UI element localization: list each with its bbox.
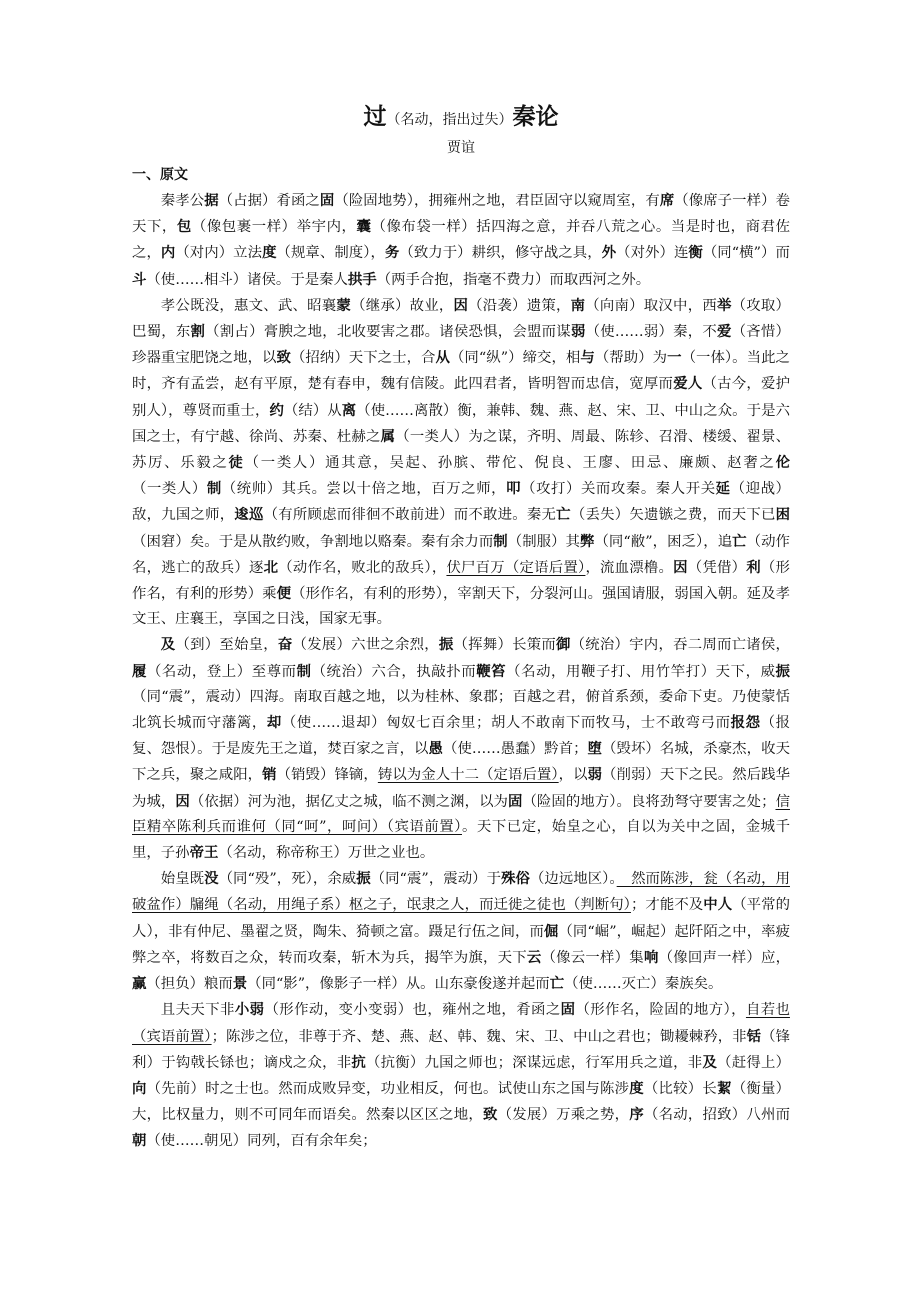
text-run: （担负）粮而	[146, 976, 233, 993]
text-run: ，以	[558, 767, 588, 784]
bold-term: 爱人	[673, 375, 703, 393]
text-run: （形作名，有利的形势），宰割天下，分裂河山。强国请服，弱国入朝。延及孝文王、庄襄王，享国之日浅，国家无事。	[132, 586, 790, 628]
text-run: （规章、制度），	[276, 245, 385, 262]
bold-term: 制	[296, 662, 312, 680]
text-run: （衡量）大，比权量力，则不可同年而语矣。然秦以区区之地，	[132, 1080, 790, 1124]
text-run: （平常的人），非有仲尼、墨翟之贤，陶朱、猗顿之富。蹑足行伍之间，而	[132, 897, 790, 940]
text-run: （形作动，变小变弱）也，雍州之地，肴函之	[264, 1002, 561, 1019]
text-run: （到）至始皇，	[175, 637, 278, 654]
text-run: （招纳）天下之士，合	[290, 350, 436, 367]
text-run: （同“敝”，困乏），追	[594, 533, 733, 550]
text-run: （有所顾虑而徘徊不敢前进）而不敢进。秦无	[263, 507, 557, 524]
bold-term: 制	[493, 532, 508, 550]
bold-term: 度	[262, 244, 277, 262]
text-run: （一类人）通其意，吴起、孙膑、带佗、倪良、王廖、田忌、廉颇、赵奢之	[244, 455, 776, 472]
text-run: （吝惜）珍器重宝肥饶之地，以	[132, 324, 790, 367]
bold-term: 务	[384, 244, 400, 262]
text-run: （挥舞）长策而	[453, 637, 556, 654]
bold-term: 固	[319, 192, 335, 209]
bold-term: 御	[555, 636, 571, 654]
bold-term: 没	[204, 870, 219, 888]
section-heading: 一、原文	[132, 167, 188, 183]
bold-term: 小弱	[234, 1001, 265, 1019]
text-run: （赶得上）	[717, 1054, 790, 1071]
bold-term: 割	[190, 323, 206, 341]
bold-term: 致	[276, 349, 291, 367]
bold-term: 爱	[717, 323, 732, 341]
text-run: （统帅）其兵。尝以十倍之地，百万之师，	[221, 481, 507, 498]
bold-term: 抗	[351, 1053, 367, 1071]
bold-term: 制	[206, 480, 222, 498]
text-run: （继承）故业，	[351, 297, 454, 314]
text-run: （占据）肴函之	[218, 193, 320, 209]
text-run: （险固地势），拥雍州之地，君臣固守以窥周室，有	[334, 193, 660, 209]
bold-term: 北	[263, 558, 279, 576]
text-run: （形作名，有利的形势）乘	[132, 559, 790, 603]
text-run: （攻打）关而攻秦。秦人开关	[521, 481, 716, 498]
text-run: （迎战）敌，九国之师，	[132, 481, 790, 524]
bold-term: 中人	[703, 896, 733, 914]
bold-term: 便	[276, 585, 292, 603]
author: 贾谊	[447, 140, 475, 156]
bold-term: 一	[667, 349, 682, 367]
text-run: （割占）膏腴之地，北收要害之郡。诸侯恐惧，会盟而谋	[205, 324, 571, 341]
text-run: 秦孝公	[160, 193, 205, 209]
text-run: （一类人）	[132, 481, 207, 498]
text-run: （统治）宇内，吞二周而亡诸侯，	[570, 637, 790, 654]
bold-term: 举	[716, 296, 732, 314]
text-run: （困窘）矣。于是从散约败，争割地以赂秦。秦有余力而	[132, 533, 494, 550]
bold-term: 从	[435, 349, 450, 367]
text-run: （向南）取汉中，西	[585, 297, 717, 314]
text-run: （像云一样）集	[541, 949, 644, 966]
bold-term: 奋	[277, 636, 293, 654]
paragraph	[132, 632, 790, 866]
text-run: （名动，登上）至尊而	[146, 663, 297, 680]
text-run: （使……愚蠢）黔首；	[442, 741, 588, 758]
bold-term: 席	[659, 192, 675, 209]
bold-term: 却	[266, 714, 282, 732]
text-run: ；陈涉之位，非尊于齐、楚、燕、赵、韩、魏、宋、卫、中山之君也；锄耰棘矜，非	[211, 1028, 747, 1045]
text-run: （使……退却）匈奴七百余里；胡人不敢南下而牧马，士不敢弯弓而	[281, 715, 731, 732]
bold-term: 序	[629, 1106, 644, 1124]
underlined-phrase: 铸以为金人十二（定语后置）	[377, 767, 559, 784]
bold-term: 愚	[428, 740, 443, 758]
bold-term: 倔	[543, 922, 559, 940]
bold-term: 向	[132, 1079, 147, 1097]
text-run: （险固的地方）。良将劲弩守要害之处；	[522, 793, 776, 810]
bold-term: 因	[175, 792, 190, 810]
bold-term: 困	[775, 506, 790, 524]
text-run: 孝公既没，惠文、武、昭襄	[160, 297, 337, 314]
text-run: （边远地区）。	[529, 871, 617, 888]
text-run: （使……朝见）同列，百有余年矣；	[146, 1133, 377, 1150]
bold-term: 离	[341, 401, 357, 419]
text-run: （抗衡）九国之师也；深谋远虑，行军用兵之道，非	[366, 1054, 703, 1071]
text-run: 始皇既	[160, 871, 205, 888]
paragraph	[132, 188, 790, 293]
text-run: （动作名，逃亡的敌兵）逐	[132, 533, 790, 576]
bold-term: 固	[508, 792, 523, 810]
text-run: 且夫天下非	[160, 1002, 235, 1019]
underlined-phrase: 伏尸百万（定语后置）	[446, 559, 586, 576]
bold-term: 包	[176, 218, 192, 236]
text-run: （统治）六合，执敲扑而	[311, 663, 477, 680]
text-run: ，流血漂橹。	[585, 559, 674, 576]
underlined-phrase: 自若也（宾语前置）	[132, 1002, 790, 1045]
bold-term: 利	[746, 558, 761, 576]
bold-term: 拱手	[347, 270, 377, 288]
text-run: （凭借）	[687, 559, 747, 576]
body-text	[132, 188, 790, 1155]
bold-term: 延	[715, 480, 731, 498]
bold-term: 徒	[228, 454, 245, 472]
text-run: （古今，爱护别人），尊贤而重士，	[132, 376, 790, 419]
bold-term: 伦	[775, 454, 790, 472]
text-run: （比较）长	[643, 1080, 718, 1097]
bold-term: 衡	[688, 244, 703, 262]
text-run: （使……灭亡）秦族矣。	[564, 976, 723, 993]
bold-term: 叩	[506, 480, 522, 498]
bold-term: 致	[483, 1106, 498, 1124]
text-run: （同“震”，震动）于	[370, 871, 502, 888]
paragraph	[132, 293, 790, 633]
title-main: 过	[363, 103, 387, 130]
text-run: （两手合抱，指毫不费力）而取西河之外。	[376, 271, 651, 288]
bold-term: 弱	[570, 323, 586, 341]
bold-term: 响	[643, 948, 659, 966]
bold-term: 蒙	[336, 296, 352, 314]
bold-term: 弱	[587, 766, 603, 784]
bold-term: 报怨	[730, 714, 761, 732]
text-run: （制服）其	[507, 533, 581, 550]
text-run: （使……弱）秦，不	[585, 324, 718, 341]
text-run: （动作名，败北的敌兵），	[278, 559, 447, 576]
text-run: （发展）六世之余烈，	[292, 637, 439, 654]
text-run: （名动，称帝称王）万世之业也。	[218, 845, 435, 862]
bold-term: 履	[132, 662, 147, 680]
bold-term: 斗	[132, 270, 147, 288]
paragraph	[132, 866, 790, 997]
bold-term: 内	[160, 244, 176, 262]
text-run: 。天下已定，始皇之心，自以为关中之固，金城千里，子孙	[132, 818, 790, 862]
text-run: （帮助）为	[594, 350, 668, 367]
bold-term: 与	[580, 349, 595, 367]
bold-term: 帝王	[189, 844, 219, 862]
bold-term: 亡	[556, 506, 571, 524]
bold-term: 景	[232, 975, 248, 993]
text-run: （名动，用鞭子打、用竹竿打）天下，威	[506, 663, 776, 680]
paragraph	[132, 997, 790, 1154]
bold-term: 殊俗	[501, 870, 530, 888]
text-run: （同“影”，像影子一样）从。山东豪俊遂并起而	[247, 976, 550, 993]
text-run: （同“殁”，死），余威	[218, 871, 357, 888]
underlined-phrase: 然而陈涉，瓮（名动，用破盆作）牖绳（名动，用绳子系）枢之子，氓隶之人，而迁徙之徒也（判断句）	[132, 871, 790, 914]
bold-term: 赢	[132, 975, 147, 993]
text-run: （先前）时之士也。然而成败异变，功业相反，何也。试使山东之国与陈涉	[146, 1080, 630, 1097]
text-run: （结）从	[283, 402, 342, 419]
text-run: （同“纵”）缔交，相	[449, 350, 581, 367]
bold-term: 及	[160, 636, 176, 654]
text-run: （像席子一样）卷天下，	[132, 193, 790, 236]
text-run: （报复、怨恨）。于是废先王之道，焚百家之言，以	[132, 715, 790, 758]
text-run: （像布袋一样）括四海之意，并吞八荒之心。当是时也，商君佐之，	[132, 219, 790, 262]
bold-term: 销	[262, 766, 277, 784]
bold-term: 固	[560, 1001, 576, 1019]
bold-term: 振	[356, 870, 371, 888]
text-run: ；才能不及	[630, 897, 704, 914]
text-run: （毁坏）名城，杀豪杰，收天下之兵，聚之咸阳，	[132, 741, 790, 784]
document-page	[132, 100, 790, 1155]
bold-term: 振	[775, 662, 790, 680]
bold-term: 南	[570, 296, 586, 314]
page-title	[132, 100, 790, 137]
text-run: （发展）万乘之势，	[497, 1107, 630, 1124]
bold-term: 逡巡	[234, 506, 264, 524]
bold-term: 铦	[746, 1027, 762, 1045]
text-run: （对内）立法	[175, 245, 263, 262]
underlined-phrase: 信臣精卒陈利兵而谁何（同“呵”，呵问）（宾语前置）	[132, 793, 790, 835]
bold-term: 堕	[587, 740, 603, 758]
text-run: （一类人）为之谋，齐明、周最、陈轸、召滑、楼缓、翟景、苏厉、乐毅之	[132, 428, 790, 472]
text-run: （丢失）矢遗镞之费，而天下已	[570, 507, 776, 524]
text-run: （同“横”）而	[702, 245, 790, 262]
bold-term: 属	[380, 427, 396, 445]
bold-term: 因	[673, 558, 688, 576]
text-run: （同“震”，震动）四海。南取百越之地，以为桂林、象郡；百越之君，俯首系颈，委命下吏。乃使蒙恬北筑长城而守藩篱，	[132, 688, 790, 732]
bold-term: 絜	[717, 1079, 732, 1097]
text-run: （像回声一样）应，	[658, 949, 790, 966]
text-run: （依据）河为池，据亿丈之城，临不测之渊，以为	[189, 793, 508, 810]
text-run: （致力于）耕织，修守战之具，	[399, 245, 602, 262]
bold-term: 外	[601, 244, 617, 262]
text-run: （同“崛”，崛起）起阡陌之中，率疲弊之卒，将数百之众，转而攻秦，斩木为兵，揭竿为旗，天下	[132, 923, 790, 966]
bold-term: 亡	[549, 975, 565, 993]
bold-term: 云	[526, 948, 542, 966]
text-run: （沿袭）遗策，	[468, 297, 571, 314]
bold-term: 度	[629, 1079, 644, 1097]
bold-term: 囊	[356, 218, 372, 236]
text-run: （锋利）于钩戟长铩也；谪戍之众，非	[132, 1028, 790, 1071]
text-run: （削弱）天下之民。然后践华为城，	[132, 767, 790, 810]
bold-term: 亡	[732, 532, 747, 550]
text-run: （像包裹一样）举宇内，	[191, 219, 357, 236]
text-run: （一体）。当此之时，齐有孟尝，赵有平原，楚有春申，魏有信陵。此四君者，皆明智而忠信，宽厚而	[132, 350, 790, 393]
bold-term: 据	[204, 192, 219, 209]
text-run: （使……相斗）诸侯。于是秦人	[146, 271, 348, 288]
text-run: （使……离散）衡，兼韩、魏、燕、赵、宋、卫、中山之众。于是六国之士，有宁越、徐尚、苏秦、杜赫之	[132, 402, 790, 445]
bold-term: 弊	[580, 532, 595, 550]
text-run: （形作名，险固的地方），	[575, 1002, 746, 1019]
text-run: （名动，招致）八州而	[643, 1107, 790, 1124]
bold-term: 鞭笞	[476, 662, 507, 680]
title-note: （名动，指出过失）	[386, 112, 513, 128]
bold-term: 及	[702, 1053, 718, 1071]
bold-term: 约	[269, 401, 284, 419]
bold-term: 因	[453, 296, 469, 314]
title-tail: 秦论	[512, 103, 559, 130]
text-run: （攻取）巴蜀，东	[132, 297, 790, 341]
bold-term: 振	[438, 636, 454, 654]
bold-term: 朝	[132, 1132, 147, 1150]
text-run: （对外）连	[616, 245, 689, 262]
text-run: （销毁）锋镝，	[276, 767, 378, 784]
